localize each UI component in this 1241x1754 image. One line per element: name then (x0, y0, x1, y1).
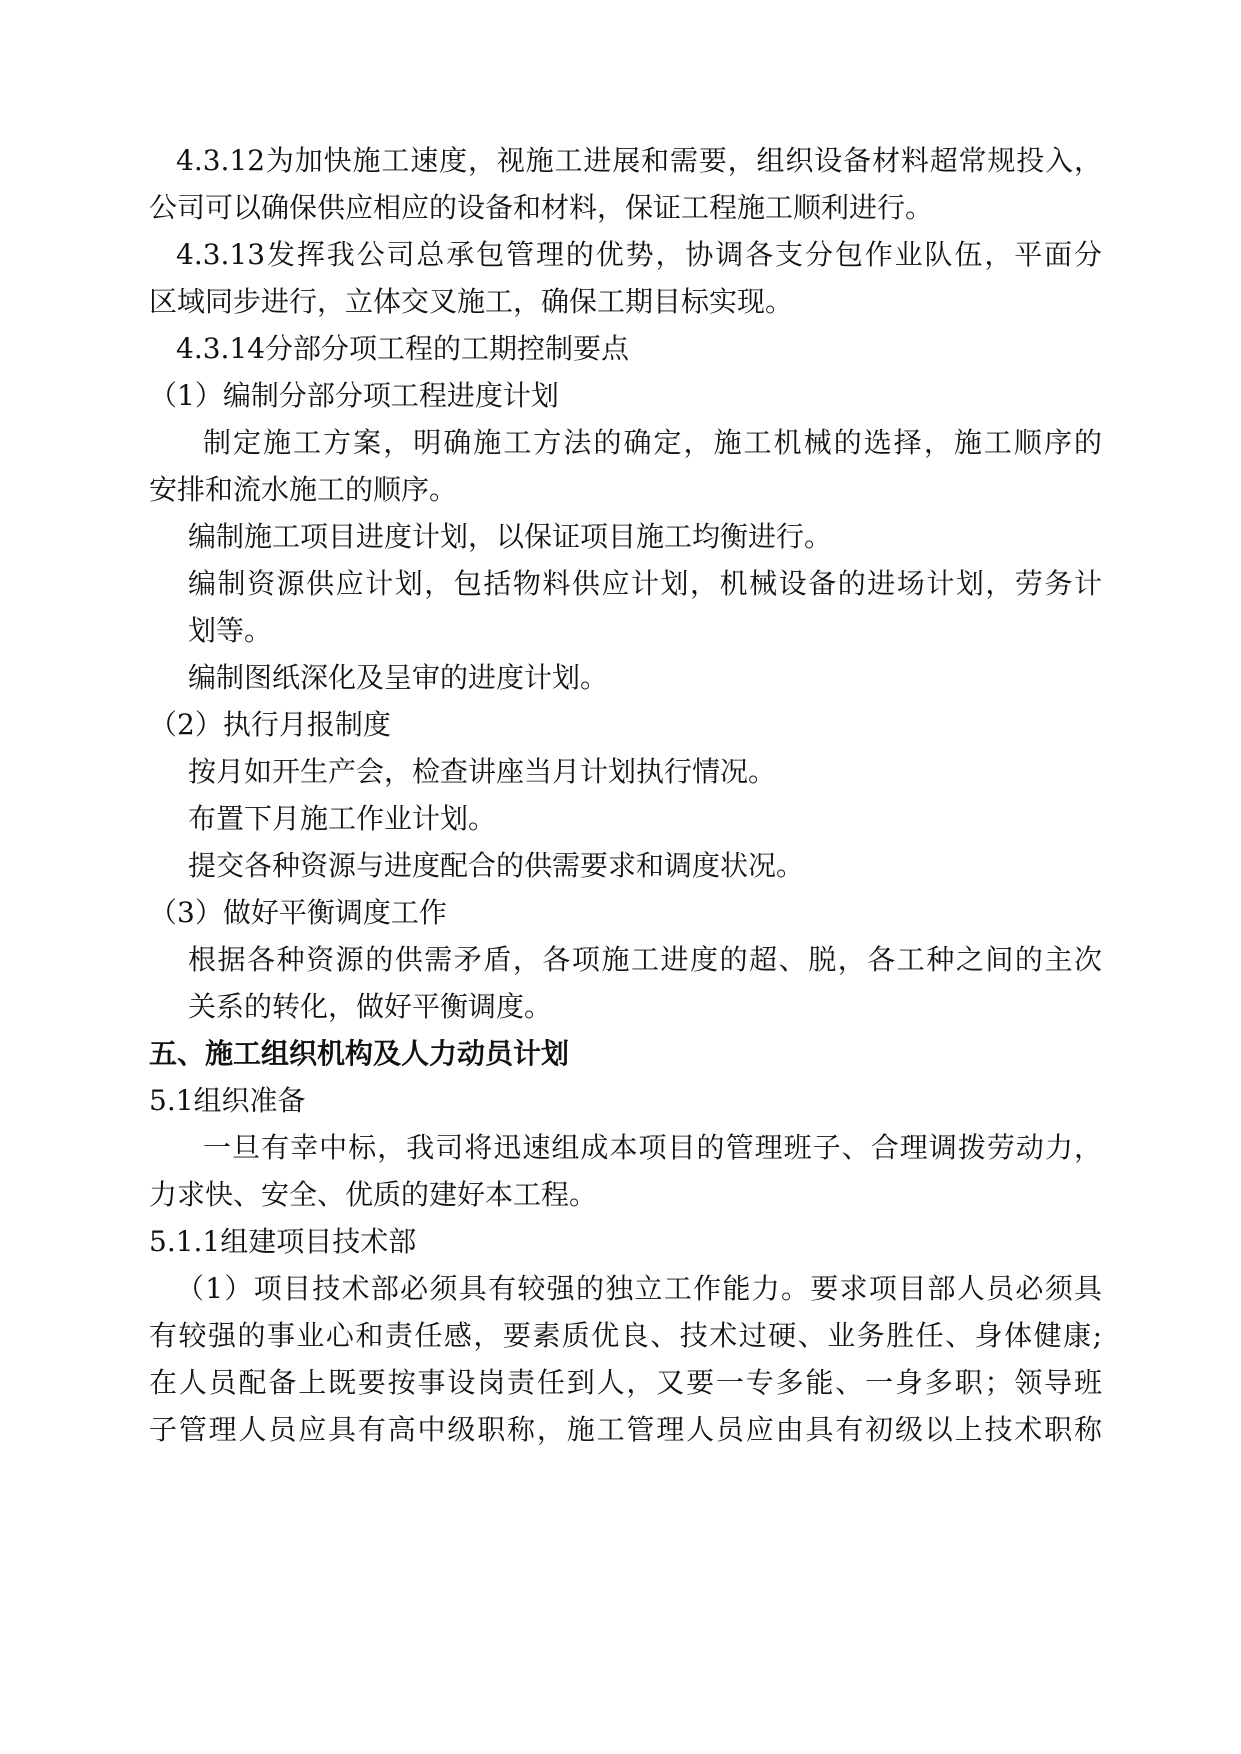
subheading-1: （1）编制分部分项工程进度计划 (149, 379, 559, 412)
heading-5-1-1: 5.1.1组建项目技术部 (149, 1225, 417, 1258)
paragraph-5-1-1-line-4: 子管理人员应具有高中级职称，施工管理人员应由具有初级以上技术职称 (149, 1413, 1102, 1446)
paragraph-5-1-1-line-2: 有较强的事业心和责任感，要素质优良、技术过硬、业务胜任、身体健康; (149, 1319, 1102, 1352)
subheading-2: （2）执行月报制度 (149, 708, 391, 741)
paragraph-month-1: 按月如开生产会，检查讲座当月计划执行情况。 (188, 755, 777, 788)
section-5-heading: 五、施工组织机构及人力动员计划 (149, 1037, 570, 1070)
paragraph-balance-line-1: 根据各种资源的供需矛盾，各项施工进度的超、脱，各工种之间的主次 (188, 943, 1102, 976)
subheading-3: （3）做好平衡调度工作 (149, 896, 447, 929)
heading-5-1: 5.1组织准备 (149, 1084, 306, 1117)
paragraph-5-1-line-1: 一旦有幸中标，我司将迅速组成本项目的管理班子、合理调拨劳动力， (203, 1131, 1102, 1164)
paragraph-month-2: 布置下月施工作业计划。 (188, 802, 497, 835)
paragraph-plan-1-line-1: 制定施工方案，明确施工方法的确定，施工机械的选择，施工顺序的 (203, 426, 1102, 459)
paragraph-balance-line-2: 关系的转化，做好平衡调度。 (188, 990, 553, 1023)
paragraph-plan-2: 编制施工项目进度计划，以保证项目施工均衡进行。 (188, 520, 833, 553)
paragraph-5-1-1-line-1: （1）项目技术部必须具有较强的独立工作能力。要求项目部人员必须具 (176, 1272, 1102, 1305)
paragraph-plan-3-line-1: 编制资源供应计划，包括物料供应计划，机械设备的进场计划，劳务计 (188, 567, 1102, 600)
paragraph-4-3-12-line-1: 4.3.12为加快施工速度，视施工进展和需要，组织设备材料超常规投入， (176, 144, 1102, 177)
paragraph-5-1-1-line-3: 在人员配备上既要按事设岗责任到人，又要一专多能、一身多职；领导班 (149, 1366, 1102, 1399)
paragraph-plan-4: 编制图纸深化及呈审的进度计划。 (188, 661, 609, 694)
paragraph-4-3-13-line-2: 区域同步进行，立体交叉施工，确保工期目标实现。 (149, 285, 794, 318)
paragraph-month-3: 提交各种资源与进度配合的供需要求和调度状况。 (188, 849, 805, 882)
heading-4-3-14: 4.3.14分部分项工程的工期控制要点 (176, 332, 630, 365)
paragraph-plan-3-line-2: 划等。 (188, 614, 273, 647)
paragraph-5-1-line-2: 力求快、安全、优质的建好本工程。 (149, 1178, 598, 1211)
paragraph-plan-1-line-2: 安排和流水施工的顺序。 (149, 473, 458, 506)
paragraph-4-3-12-line-2: 公司可以确保供应相应的设备和材料，保证工程施工顺利进行。 (149, 191, 934, 224)
paragraph-4-3-13-line-1: 4.3.13发挥我公司总承包管理的优势，协调各支分包作业队伍，平面分 (176, 238, 1102, 271)
